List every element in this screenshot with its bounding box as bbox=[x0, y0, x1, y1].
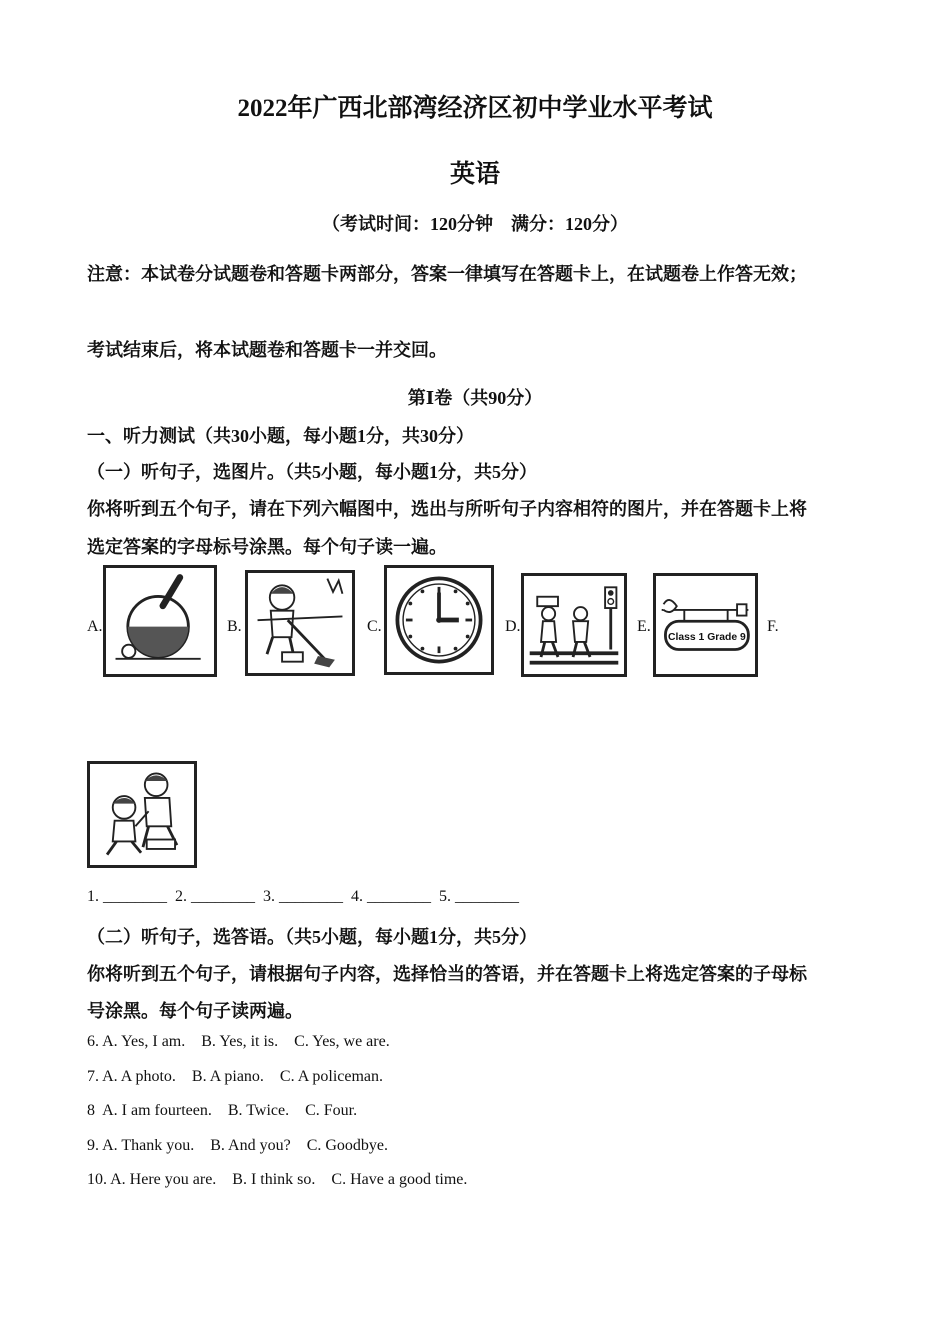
subsection-2-instruction-2: 号涂黑。每个句子读两遍。 bbox=[87, 1001, 303, 1021]
clock-icon bbox=[384, 565, 494, 675]
part-one-title: 第Ⅰ卷（共90分） bbox=[407, 388, 543, 408]
picture-label-f: F. bbox=[767, 618, 779, 635]
question-10: 10. A. Here you are. B. I think so. C. Have a good time. bbox=[87, 1171, 468, 1188]
question-7: 7. A. A photo. B. A piano. C. A policeman. bbox=[87, 1068, 384, 1085]
boy-sweeping-icon bbox=[245, 570, 355, 676]
question-9: 9. A. Thank you. B. And you? C. Goodbye. bbox=[87, 1137, 389, 1154]
class-sign-icon bbox=[653, 573, 758, 677]
class-sign-text: Class 1 Grade 9 bbox=[668, 632, 746, 644]
question-8: 8 A. I am fourteen. B. Twice. C. Four. bbox=[87, 1102, 358, 1119]
picture-label-d: D. bbox=[505, 618, 521, 635]
subsection-1-instruction-2: 选定答案的字母标号涂黑。每个句子读一遍。 bbox=[87, 537, 447, 557]
picture-label-c: C. bbox=[367, 618, 382, 635]
picture-label-e: E. bbox=[637, 618, 651, 635]
picture-label-b: B. bbox=[227, 618, 242, 635]
helping-boy-icon bbox=[87, 761, 197, 868]
exam-subject: 英语 bbox=[449, 161, 500, 188]
subsection-1-instruction-1: 你将听到五个句子，请在下列六幅图中，选出与所听句子内容相符的图片，并在答题卡上将 bbox=[87, 499, 807, 519]
exam-title: 2022年广西北部湾经济区初中学业水平考试 bbox=[237, 95, 713, 122]
notice-line-2: 考试结束后，将本试题卷和答题卡一并交回。 bbox=[87, 340, 447, 360]
question-6: 6. A. Yes, I am. B. Yes, it is. C. Yes, we are. bbox=[87, 1033, 390, 1050]
subsection-2-instruction-1: 你将听到五个句子，请根据句子内容，选择恰当的答语，并在答题卡上将选定答案的子母标 bbox=[87, 964, 807, 984]
subsection-2-heading: （二）听句子，选答语。（共5小题，每小题1分，共5分） bbox=[87, 927, 537, 947]
listening-section-heading: 一、听力测试（共30小题，每小题1分，共30分） bbox=[87, 426, 474, 446]
ping-pong-icon bbox=[103, 565, 217, 677]
subsection-1-heading: （一）听句子，选图片。（共5小题，每小题1分，共5分） bbox=[87, 462, 537, 482]
picture-label-a: A. bbox=[87, 618, 103, 635]
answer-blanks: 1. ________ 2. ________ 3. ________ 4. ________ 5. ________ bbox=[87, 888, 519, 905]
exam-info: （考试时间：120分钟 满分：120分） bbox=[322, 214, 628, 234]
crossing-street-icon bbox=[521, 573, 627, 677]
notice-line-1: 注意：本试卷分试题卷和答题卡两部分，答案一律填写在答题卡上，在试题卷上作答无效； bbox=[87, 264, 807, 284]
